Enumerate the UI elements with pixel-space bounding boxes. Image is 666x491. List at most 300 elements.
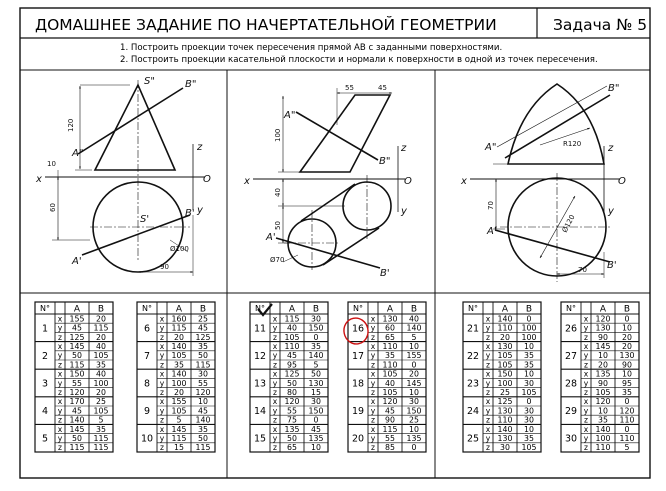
table-header-num: N° xyxy=(142,304,152,313)
coord-letter: x xyxy=(57,424,63,434)
label-s2-cone: S" xyxy=(144,76,155,87)
point-a-value: 50 xyxy=(287,378,297,388)
point-b-value: 0 xyxy=(624,314,630,324)
task-number-cell: 2 xyxy=(41,350,49,362)
instruction-1: 1. Построить проекции точек пересечения прямой АВ с заданными поверхностями. xyxy=(120,43,503,53)
label-z-cyl: z xyxy=(401,143,407,154)
coord-letter: x xyxy=(272,369,278,379)
point-a-value: 105 xyxy=(497,351,513,361)
point-a-value: 115 xyxy=(171,323,187,333)
task-number-cell: 30 xyxy=(564,433,578,445)
coord-letter: y xyxy=(583,351,589,361)
coordinate-table xyxy=(250,302,328,452)
point-a-value: 140 xyxy=(69,415,85,425)
point-b-value: 0 xyxy=(526,397,532,407)
point-a-value: 125 xyxy=(497,397,513,407)
point-a-value: 15 xyxy=(174,443,184,453)
task-number-cell: 11 xyxy=(253,323,267,335)
dim-100-cyl: 100 xyxy=(274,128,282,142)
point-b-value: 115 xyxy=(93,434,109,443)
point-b-value: 120 xyxy=(619,406,635,416)
coord-letter: z xyxy=(58,332,62,342)
point-a-value: 140 xyxy=(171,342,187,351)
point-b-value: 125 xyxy=(195,332,211,342)
point-a-value: 110 xyxy=(595,443,611,453)
point-b-value: 5 xyxy=(624,443,630,453)
coord-letter: z xyxy=(160,443,164,453)
point-b-value: 135 xyxy=(308,434,324,443)
coord-letter: x xyxy=(583,369,589,379)
point-b-value: 10 xyxy=(198,397,208,407)
dim-w70-sph: 70 xyxy=(578,266,587,274)
coord-letter: z xyxy=(371,360,375,370)
coord-letter: z xyxy=(160,332,164,342)
coord-letter: x xyxy=(583,314,589,324)
point-b-value: 15 xyxy=(311,388,321,397)
point-b-value: 105 xyxy=(93,406,109,416)
dim-40-cyl: 40 xyxy=(274,188,282,197)
point-b-value: 10 xyxy=(409,424,419,434)
point-a-value: 20 xyxy=(598,360,608,370)
task-number-cell: 21 xyxy=(466,323,480,335)
point-b-value: 100 xyxy=(521,332,537,342)
point-b-value: 20 xyxy=(96,388,106,397)
label-a2-cyl: A" xyxy=(284,110,296,121)
point-a-value: 105 xyxy=(497,360,513,370)
dim-10-cone: 10 xyxy=(47,160,56,168)
point-b-value: 115 xyxy=(195,443,211,453)
label-a1-cyl: A' xyxy=(266,232,276,243)
task-number-cell: 18 xyxy=(351,378,365,390)
coord-letter: y xyxy=(159,351,165,361)
coord-letter: z xyxy=(58,388,62,397)
point-b-value: 150 xyxy=(308,323,324,333)
task-number-cell: 8 xyxy=(143,378,151,390)
point-b-value: 35 xyxy=(96,424,106,434)
label-s1-cone: S' xyxy=(140,214,150,225)
point-a-value: 10 xyxy=(598,351,608,361)
task-number-cell: 1 xyxy=(41,323,49,335)
point-a-value: 75 xyxy=(287,415,297,425)
coord-letter: z xyxy=(58,360,62,370)
point-b-value: 115 xyxy=(195,360,211,370)
label-y-cone: y xyxy=(197,205,203,216)
label-y-sph: y xyxy=(608,206,614,217)
coord-letter: y xyxy=(583,434,589,443)
table-header-a: A xyxy=(386,304,394,315)
point-b-value: 35 xyxy=(311,342,321,351)
label-x-sph: x xyxy=(461,176,467,187)
sheet-title: ДОМАШНЕЕ ЗАДАНИЕ ПО НАЧЕРТАТЕЛЬНОЙ ГЕОМЕТРИИ xyxy=(35,16,497,34)
point-b-value: 150 xyxy=(406,406,422,416)
table-header-num: N° xyxy=(353,304,363,313)
dim-120-cone: 120 xyxy=(67,118,75,132)
task-number-cell: 28 xyxy=(564,378,578,390)
coord-letter: y xyxy=(272,351,278,361)
coord-letter: x xyxy=(370,397,376,407)
drawing-cone-dims xyxy=(47,119,189,271)
coord-letter: z xyxy=(273,388,277,397)
coordinate-table xyxy=(348,302,426,452)
point-b-value: 130 xyxy=(308,378,324,388)
table-header-b: B xyxy=(623,304,631,315)
point-a-value: 130 xyxy=(595,323,611,333)
coord-letter: z xyxy=(160,360,164,370)
point-b-value: 130 xyxy=(619,351,635,361)
point-b-value: 0 xyxy=(313,332,319,342)
point-a-value: 150 xyxy=(497,369,513,379)
point-a-value: 55 xyxy=(287,406,297,416)
coord-letter: y xyxy=(370,323,376,333)
coord-letter: x xyxy=(57,314,63,324)
coord-letter: x xyxy=(370,342,376,351)
point-a-value: 105 xyxy=(595,388,611,397)
coord-letter: z xyxy=(486,415,490,425)
coord-letter: y xyxy=(583,323,589,333)
point-a-value: 120 xyxy=(595,397,611,407)
point-b-value: 0 xyxy=(624,397,630,407)
task-number-cell: 26 xyxy=(564,323,578,335)
point-a-value: 120 xyxy=(69,388,85,397)
task-number-cell: 22 xyxy=(466,350,480,362)
point-a-value: 115 xyxy=(69,443,85,453)
coord-letter: z xyxy=(584,415,588,425)
task-number-cell: 9 xyxy=(143,406,151,418)
point-b-value: 135 xyxy=(406,434,422,443)
point-b-value: 35 xyxy=(524,351,534,361)
point-a-value: 110 xyxy=(382,360,398,370)
point-b-value: 110 xyxy=(619,415,635,425)
point-b-value: 30 xyxy=(409,397,419,407)
point-b-value: 50 xyxy=(198,351,208,361)
point-a-value: 115 xyxy=(284,314,300,324)
coord-letter: x xyxy=(159,397,165,407)
label-b2-sph: B" xyxy=(608,83,620,94)
point-b-value: 0 xyxy=(411,443,417,453)
point-a-value: 10 xyxy=(598,406,608,416)
point-b-value: 145 xyxy=(406,378,422,388)
coord-letter: z xyxy=(371,443,375,453)
dim-phi-cyl: Ø70 xyxy=(270,256,285,264)
point-b-value: 25 xyxy=(198,314,208,324)
point-b-value: 0 xyxy=(411,360,417,370)
coord-letter: y xyxy=(583,406,589,416)
dim-55-cyl: 55 xyxy=(345,84,354,92)
coord-letter: y xyxy=(370,351,376,361)
point-a-value: 115 xyxy=(69,360,85,370)
task-number-cell: 16 xyxy=(351,323,365,335)
table-header-a: A xyxy=(175,304,183,315)
coord-letter: z xyxy=(584,332,588,342)
point-a-value: 130 xyxy=(497,406,513,416)
label-o-cyl: O xyxy=(404,176,412,187)
point-b-value: 100 xyxy=(93,378,109,388)
point-a-value: 55 xyxy=(385,434,395,443)
point-a-value: 95 xyxy=(287,360,297,370)
point-a-value: 130 xyxy=(497,342,513,351)
coord-letter: x xyxy=(159,424,165,434)
point-a-value: 50 xyxy=(72,434,82,443)
task-number-cell: 23 xyxy=(466,378,480,390)
label-x-cone: x xyxy=(36,174,42,185)
point-b-value: 0 xyxy=(624,424,630,434)
point-a-value: 100 xyxy=(595,434,611,443)
label-a2-sph: A" xyxy=(485,142,497,153)
point-a-value: 145 xyxy=(69,424,85,434)
point-a-value: 155 xyxy=(171,397,187,407)
dim-60-cone: 60 xyxy=(49,203,57,212)
point-a-value: 50 xyxy=(287,434,297,443)
coord-letter: z xyxy=(371,415,375,425)
coord-letter: z xyxy=(584,388,588,397)
point-b-value: 30 xyxy=(311,314,321,324)
point-a-value: 20 xyxy=(174,388,184,397)
point-b-value: 120 xyxy=(195,388,211,397)
point-a-value: 100 xyxy=(497,378,513,388)
point-a-value: 40 xyxy=(287,323,297,333)
point-a-value: 105 xyxy=(382,388,398,397)
point-b-value: 115 xyxy=(93,323,109,333)
task-number-cell: 25 xyxy=(466,433,480,445)
coord-letter: z xyxy=(486,332,490,342)
coordinate-table xyxy=(463,302,541,452)
coord-letter: z xyxy=(160,415,164,425)
point-a-value: 100 xyxy=(171,378,187,388)
task-number-cell: 20 xyxy=(351,433,365,445)
dim-70-sph: 70 xyxy=(487,201,495,210)
point-a-value: 110 xyxy=(497,415,513,425)
point-b-value: 45 xyxy=(198,406,208,416)
point-b-value: 30 xyxy=(311,397,321,407)
coord-letter: x xyxy=(485,424,491,434)
coord-letter: z xyxy=(486,360,490,370)
task-number-cell: 5 xyxy=(41,433,49,445)
table-header-num: N° xyxy=(468,304,478,313)
point-a-value: 65 xyxy=(385,332,395,342)
coord-letter: y xyxy=(485,406,491,416)
point-a-value: 120 xyxy=(284,397,300,407)
point-b-value: 0 xyxy=(313,415,319,425)
point-b-value: 45 xyxy=(311,424,321,434)
coord-letter: x xyxy=(57,397,63,407)
point-b-value: 50 xyxy=(198,434,208,443)
task-number-cell: 7 xyxy=(143,350,151,362)
coord-letter: y xyxy=(485,323,491,333)
coord-letter: y xyxy=(57,323,63,333)
coord-letter: y xyxy=(370,378,376,388)
coord-letter: y xyxy=(272,434,278,443)
point-a-value: 25 xyxy=(500,388,510,397)
point-a-value: 125 xyxy=(69,332,85,342)
point-b-value: 10 xyxy=(409,342,419,351)
dim-90-cone: 90 xyxy=(160,263,169,271)
point-a-value: 20 xyxy=(500,332,510,342)
coord-letter: x xyxy=(370,369,376,379)
coord-letter: z xyxy=(486,443,490,453)
point-a-value: 50 xyxy=(72,351,82,361)
point-a-value: 145 xyxy=(595,342,611,351)
coord-letter: x xyxy=(583,424,589,434)
coord-letter: z xyxy=(273,443,277,453)
label-b1-cyl: B' xyxy=(380,268,390,279)
task-number-cell: 12 xyxy=(253,350,267,362)
point-a-value: 140 xyxy=(497,424,513,434)
point-a-value: 45 xyxy=(287,351,297,361)
task-number-cell: 3 xyxy=(41,378,49,390)
point-a-value: 30 xyxy=(500,443,510,453)
coord-letter: y xyxy=(272,323,278,333)
point-b-value: 0 xyxy=(526,314,532,324)
point-b-value: 140 xyxy=(195,415,211,425)
label-o-sph: O xyxy=(618,176,626,187)
table-header-a: A xyxy=(501,304,509,315)
coord-letter: z xyxy=(273,415,277,425)
coord-letter: y xyxy=(159,434,165,443)
coord-letter: y xyxy=(370,434,376,443)
point-a-value: 145 xyxy=(69,342,85,351)
point-b-value: 5 xyxy=(98,415,104,425)
coord-letter: y xyxy=(57,351,63,361)
point-a-value: 90 xyxy=(598,332,608,342)
coord-letter: x xyxy=(485,314,491,324)
point-a-value: 115 xyxy=(171,434,187,443)
coord-letter: y xyxy=(272,406,278,416)
table-header-b: B xyxy=(525,304,533,315)
point-a-value: 160 xyxy=(171,314,187,324)
label-b2-cone: B" xyxy=(185,79,197,90)
label-b2-cyl: B" xyxy=(379,156,391,167)
point-b-value: 20 xyxy=(622,332,632,342)
coord-letter: y xyxy=(485,351,491,361)
point-a-value: 105 xyxy=(382,369,398,379)
point-b-value: 35 xyxy=(198,342,208,351)
point-a-value: 45 xyxy=(385,406,395,416)
point-a-value: 105 xyxy=(284,332,300,342)
coord-letter: y xyxy=(159,406,165,416)
dim-phi-sph: Ø120 xyxy=(560,213,577,234)
table-header-num: N° xyxy=(255,304,265,313)
point-b-value: 20 xyxy=(622,342,632,351)
point-a-value: 150 xyxy=(69,369,85,379)
point-b-value: 10 xyxy=(622,369,632,379)
task-number-cell: 29 xyxy=(564,406,578,418)
point-b-value: 10 xyxy=(311,443,321,453)
point-a-value: 110 xyxy=(284,342,300,351)
point-b-value: 105 xyxy=(521,443,537,453)
task-number-cell: 14 xyxy=(253,406,267,418)
point-b-value: 40 xyxy=(409,314,419,324)
table-header-b: B xyxy=(410,304,418,315)
point-a-value: 45 xyxy=(72,406,82,416)
point-b-value: 30 xyxy=(198,369,208,379)
dim-45-cyl: 45 xyxy=(378,84,387,92)
point-b-value: 20 xyxy=(96,314,106,324)
dim-phi-cone: Ø100 xyxy=(170,245,189,253)
coord-letter: z xyxy=(371,388,375,397)
point-a-value: 110 xyxy=(497,323,513,333)
point-a-value: 80 xyxy=(287,388,297,397)
point-a-value: 110 xyxy=(382,342,398,351)
point-a-value: 90 xyxy=(385,415,395,425)
point-a-value: 5 xyxy=(176,415,182,425)
point-b-value: 5 xyxy=(411,332,417,342)
point-a-value: 105 xyxy=(171,351,187,361)
coord-letter: y xyxy=(159,378,165,388)
point-a-value: 170 xyxy=(69,397,85,407)
coord-letter: x xyxy=(159,342,165,351)
point-a-value: 140 xyxy=(595,424,611,434)
coord-letter: y xyxy=(583,378,589,388)
table-header-num: N° xyxy=(566,304,576,313)
point-b-value: 150 xyxy=(308,406,324,416)
point-b-value: 10 xyxy=(524,342,534,351)
point-b-value: 35 xyxy=(524,434,534,443)
point-a-value: 140 xyxy=(497,314,513,324)
point-b-value: 30 xyxy=(524,378,534,388)
table-header-b: B xyxy=(199,304,207,315)
point-b-value: 40 xyxy=(96,342,106,351)
coord-letter: x xyxy=(485,369,491,379)
coord-letter: z xyxy=(584,443,588,453)
point-b-value: 95 xyxy=(622,378,632,388)
coord-letter: y xyxy=(159,323,165,333)
task-number-cell: 19 xyxy=(351,406,365,418)
table-header-b: B xyxy=(97,304,105,315)
point-b-value: 105 xyxy=(521,388,537,397)
point-b-value: 30 xyxy=(524,415,534,425)
point-a-value: 45 xyxy=(72,323,82,333)
point-b-value: 40 xyxy=(96,369,106,379)
point-a-value: 155 xyxy=(69,314,85,324)
coord-letter: x xyxy=(159,369,165,379)
point-b-value: 55 xyxy=(198,378,208,388)
coord-letter: z xyxy=(486,388,490,397)
coord-letter: y xyxy=(485,434,491,443)
task-number-cell: 17 xyxy=(351,350,365,362)
point-a-value: 55 xyxy=(72,378,82,388)
point-a-value: 130 xyxy=(382,314,398,324)
point-a-value: 35 xyxy=(174,360,184,370)
task-number-cell: 15 xyxy=(253,433,267,445)
point-b-value: 10 xyxy=(524,424,534,434)
coord-letter: x xyxy=(272,397,278,407)
task-number-cell: 27 xyxy=(564,350,578,362)
table-header-num: N° xyxy=(40,304,50,313)
coord-letter: z xyxy=(160,388,164,397)
coord-letter: x xyxy=(370,314,376,324)
coord-letter: x xyxy=(272,314,278,324)
task-number-cell: 13 xyxy=(253,378,267,390)
label-z-cone: z xyxy=(197,142,203,153)
point-b-value: 140 xyxy=(406,323,422,333)
point-b-value: 20 xyxy=(96,332,106,342)
label-x-cyl: x xyxy=(244,176,250,187)
task-number: Задача № 5 xyxy=(553,16,648,34)
label-b1-sph: B' xyxy=(607,260,617,271)
point-b-value: 105 xyxy=(93,351,109,361)
label-b1-cone: B' xyxy=(185,208,195,219)
point-a-value: 135 xyxy=(284,424,300,434)
point-b-value: 50 xyxy=(311,369,321,379)
drawing-cone-labels xyxy=(35,76,211,267)
point-b-value: 100 xyxy=(521,323,537,333)
point-b-value: 35 xyxy=(622,388,632,397)
coord-letter: x xyxy=(583,397,589,407)
point-a-value: 60 xyxy=(385,323,395,333)
drawing-sphere xyxy=(470,84,620,282)
point-a-value: 40 xyxy=(385,378,395,388)
label-a1-sph: A' xyxy=(487,226,497,237)
